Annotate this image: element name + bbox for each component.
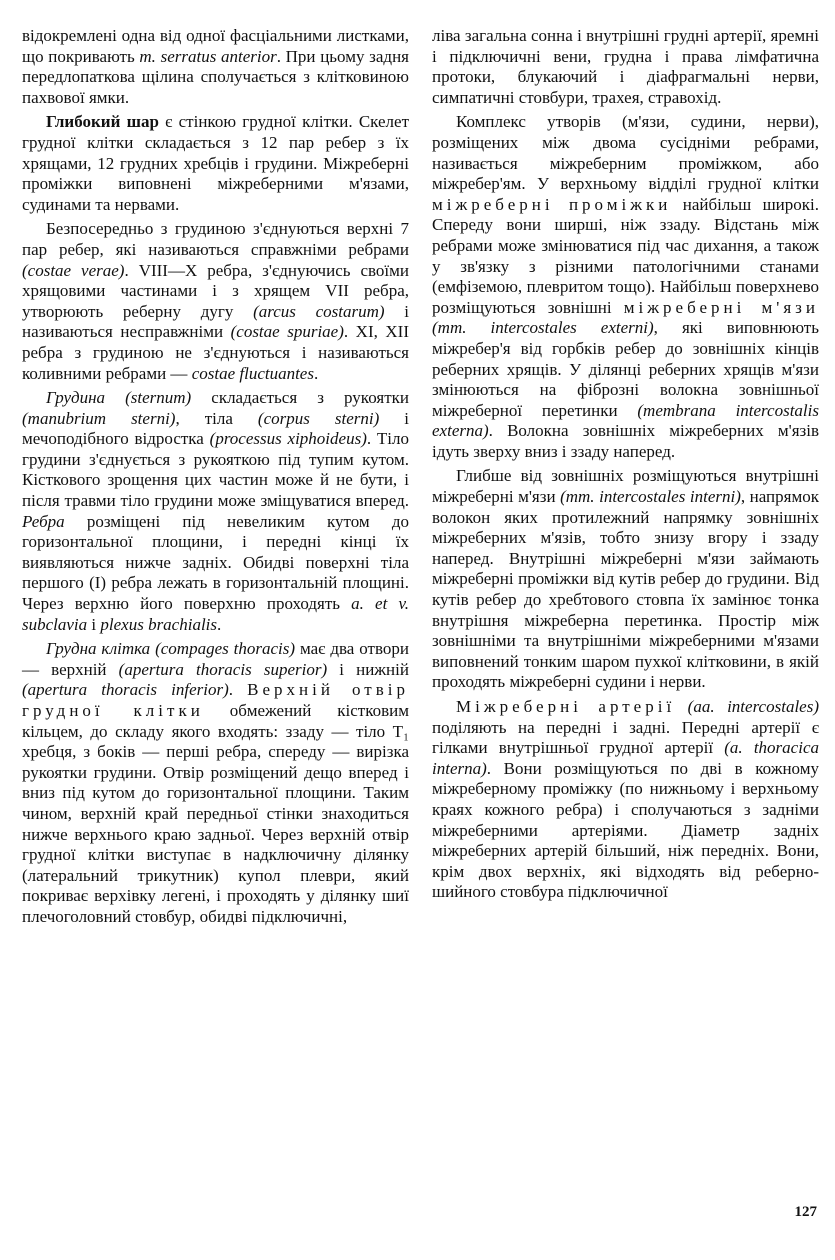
paragraph [22, 388, 409, 635]
text-run: обмежений кістковим кільцем, до складу якого входять: ззаду — тіло T₁ хребця, з боків — перші ребра, спереду — вирізка рукоятки грудини. Отвір розміщений дещо вперед і вниз під кутом до горизонтальної площини. Таким чином, верхній край передньої стінки знаходиться нижче верхнього краю задньої. Через верхній отвір грудної клітки виступає в надключичну ділянку (латеральний трикутник) купол плеври, який покриває верхівку легені, і проходять у ділянку шиї плечоголовний стовбур, обидві підключичні, [22, 701, 409, 926]
text-run: поділяють на передні і задні. Передні артерії є гілками внутрішньої грудної артерії [432, 717, 819, 758]
text-run: , напрямок волокон яких протилежний напрямку зовнішніх міжреберних м'язів, тобто знизу вгору і ззаду наперед. Внутрішні міжреберні м'язи займають міжреберні проміжки від кутів ребер до грудини. Від кутів ребер до хребтового стовпа їх замінює тонка внутрішня міжреберна перетинка. Простір між зовнішніми та внутрішніми міжреберними м'язами виповнений тонким шаром пухкої клітковини, в якій проходять міжреберні судини і нерви. [432, 487, 819, 692]
text-run: . [313, 363, 319, 383]
text-run: ліва загальна сонна і внутрішні грудні артерії, яремні і підключичні вени, грудна і права лімфатична протоки, блукаючий і діафрагмальні нерви, симпатичні стовбури, трахея, стравохід. [432, 26, 819, 107]
latin-term: (corpus sterni) [257, 408, 380, 428]
spaced-term: Верхній отвір грудної клітки [22, 680, 409, 720]
page-number: 127 [794, 1204, 817, 1220]
spaced-term: міжреберні проміжки [432, 194, 672, 214]
spaced-term: Міжреберні артерії [456, 697, 676, 716]
text-run: . При цьому задня передлопаткова щілина сполучається з клітковиною пахвової ямки. [22, 46, 409, 107]
text-run: має два отвори — верхній [22, 639, 409, 679]
latin-term: (aa. intercostales) [687, 697, 819, 716]
text-run: складається з рукоятки [191, 388, 409, 408]
latin-term: a. et v. subclavia [22, 594, 409, 634]
text-run: . Волокна зовнішніх міжреберних м'язів ідуть зверху вниз і ззаду наперед. [432, 421, 819, 461]
right-column [432, 26, 819, 932]
latin-term: (apertura thoracis superior) [118, 659, 328, 679]
text-run: і [87, 614, 101, 634]
paragraph [22, 219, 409, 384]
text-run: . VIII—X ребра, з'єднуючись своїми хрящовими частинами і з хрящем VII ребра, утворюють реберну дугу [22, 260, 409, 321]
text-run: . Тіло грудини з'єднується з рукояткою під тупим кутом. Кісткового зрощення цих частин може й не бути, і після травми тіло грудини може зміщуватися вперед. [22, 429, 409, 511]
latin-term: (costae spuriae) [230, 322, 344, 342]
latin-term: (costae verae) [22, 260, 125, 280]
text-run: найбільш широкі. Спереду вони ширші, ніж ззаду. Відстань між ребрами може змінюватися під час дихання, а також у зв'язку з різними патологічними станами (емфіземою, плевритом тощо). Найбільш поверхнево розміщуються зовнішні [432, 194, 819, 317]
paragraph [432, 26, 819, 108]
left-column [22, 26, 409, 932]
bold-term: Глибокий шар [46, 112, 159, 132]
latin-term: plexus brachialis [100, 614, 218, 634]
latin-term: (arcus costarum) [253, 301, 385, 321]
text-run: і мечоподібного відростка [22, 408, 409, 449]
text-run: , тіла [175, 408, 258, 428]
text-run: . XI, XII ребра з грудиною не з'єднуються і називаються коливними ребрами — [22, 322, 409, 383]
latin-term: m. serratus anterior [139, 46, 277, 66]
text-run: . Вони розміщуються по дві в кожному міжреберному проміжку (по нижньому і верхньому краях кожного ребра) і сполучаються з задніми міжреберними артеріями. Діаметр задніх міжреберних артерій більший, ніж передніх. Вони, крім двох верхніх, які відходять від реберно-шийного стовбура підключичної [432, 758, 819, 902]
latin-term: (membrana intercostalis externa) [432, 400, 819, 441]
text-run: відокремлені одна від одної фасціальними листками, що покривають [22, 26, 409, 66]
paragraph [432, 697, 819, 903]
paragraph [22, 112, 409, 215]
text-run [675, 697, 688, 716]
latin-term: (a. thoracica interna) [432, 738, 819, 778]
latin-term: Ребра [22, 511, 65, 531]
latin-term: (mm. intercostales externi) [432, 318, 654, 338]
spaced-term: міжреберні м'язи [623, 297, 819, 317]
text-run: Безпосередньо з грудиною з'єднуються верхні 7 пар ребер, які називаються справжніми ребрами [22, 219, 409, 259]
text-run: . [228, 680, 248, 700]
latin-term: (apertura thoracis inferior) [22, 680, 229, 700]
latin-term: (mm. intercostales interni) [560, 487, 741, 507]
latin-term: Грудина (sternum) [46, 388, 192, 408]
paragraph [22, 26, 409, 108]
paragraph [432, 466, 819, 693]
text-run: і називаються несправжніми [22, 301, 410, 342]
latin-term: (manubrium sterni) [22, 408, 176, 428]
text-run: Глибше від зовнішніх розміщуються внутрішні міжреберні м'язи [432, 466, 819, 507]
latin-term: (processus xiphoideus) [209, 429, 367, 449]
latin-term: costae fluctuantes [191, 363, 314, 383]
text-run: розміщені під невеликим кутом до горизонтальної площини, і передні кінці їх виявляються нижче задніх. Обидві поверхні тіла першого (I) ребра лежать в горизонтальній площині. Через верхню його поверхню проходять [22, 511, 409, 614]
text-columns [22, 26, 819, 932]
paragraph [22, 639, 409, 927]
text-run: , які виповнюють міжребер'я від горбків ребер до зовнішніх кінців реберних хрящів. У ділянці реберних хрящів м'язи змінюються на фіброзні волокна зовнішньої міжреберної перетинки [432, 318, 819, 420]
paragraph [432, 112, 819, 462]
latin-term: Грудна клітка (compages thoracis) [46, 639, 296, 659]
text-run: є стінкою грудної клітки. Скелет грудної клітки складається з 12 пар ребер з їх хрящами, 12 грудних хребців і грудини. Міжреберні проміжки виповнені міжреберними м'язами, судинами та нервами. [22, 112, 409, 214]
text-run: і нижній [327, 659, 409, 679]
text-run: . [217, 614, 222, 634]
text-run: Комплекс утворів (м'язи, судини, нерви), розміщених між двома сусідніми ребрами, називається міжреберним проміжком, або міжребер'ям. У верхньому відділі грудної клітки [432, 112, 819, 194]
